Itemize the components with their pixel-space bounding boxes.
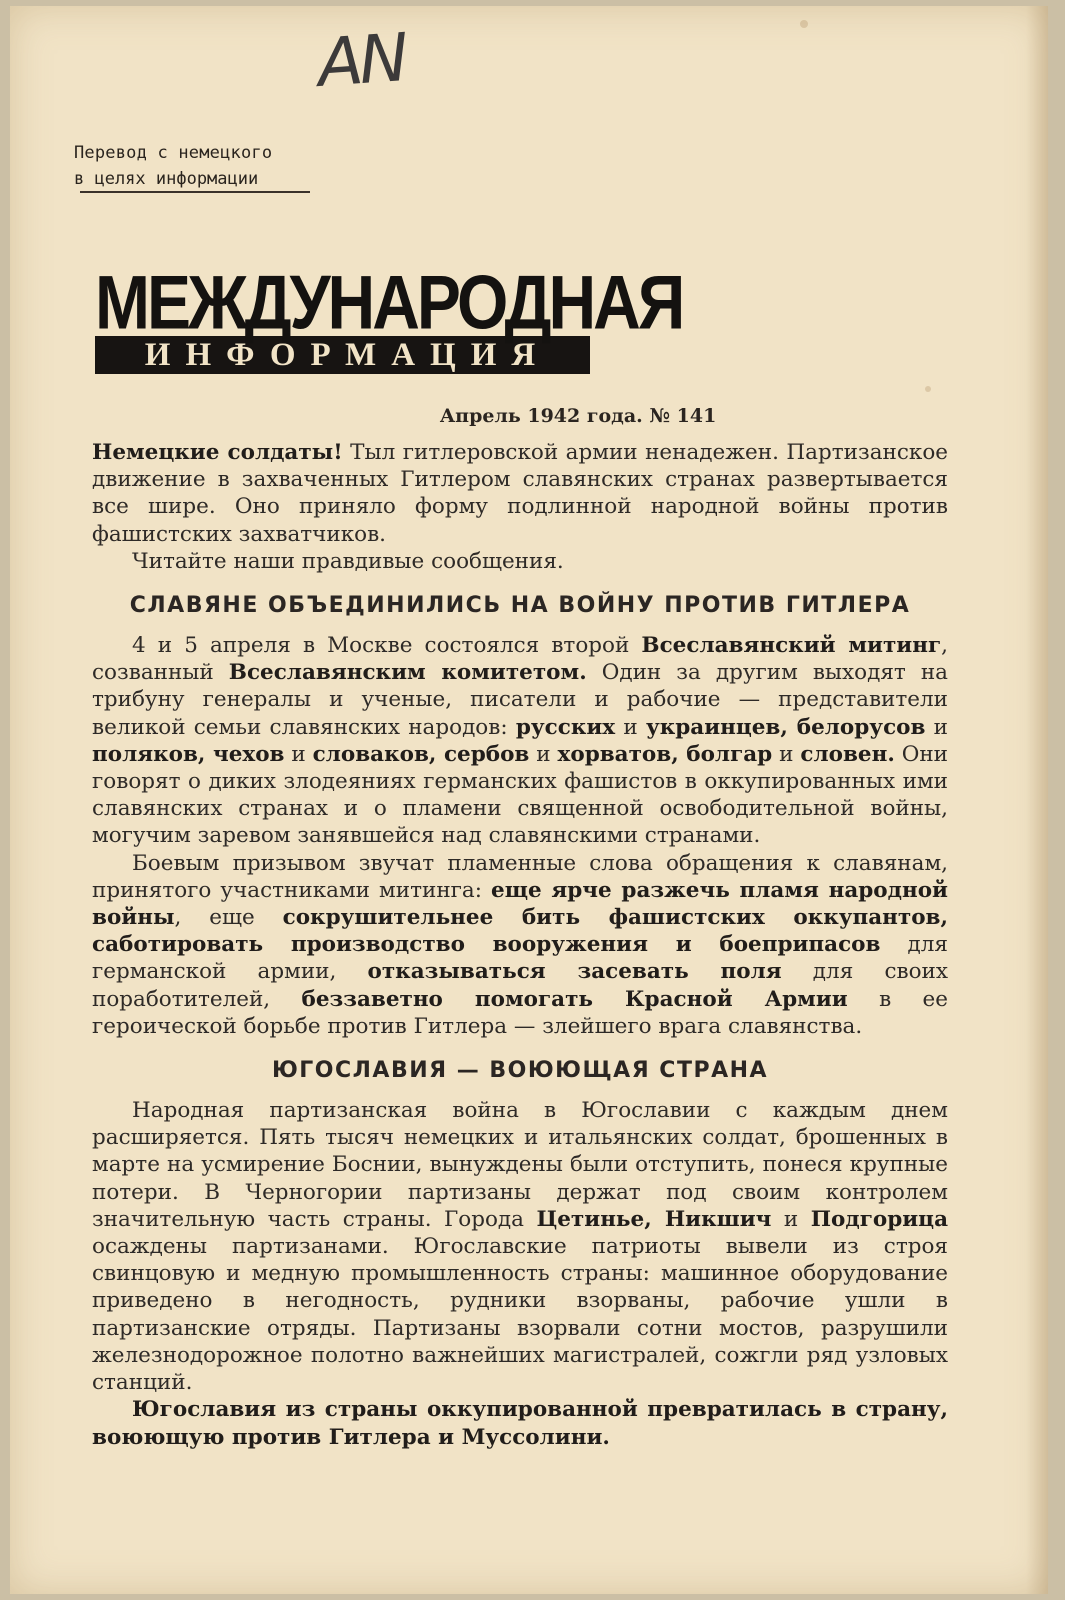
bold-phrase: хорватов, болгар (557, 741, 773, 767)
section2-paragraph-1 (92, 1097, 948, 1396)
masthead-title-bottom: ИНФОРМАЦИЯ (95, 336, 590, 374)
bold-phrase: Всеславянский митинг (641, 633, 942, 659)
bold-phrase: словен. (800, 741, 895, 767)
intro-call-to-read: Читайте наши правдивые сообщения. (132, 548, 564, 574)
section2-heading: ЮГОСЛАВИЯ — ВОЮЮЩАЯ СТРАНА (271, 1058, 769, 1084)
intro-text: Тыл гитлеровской армии ненадежен. Партизанское движение в захваченных Гитлером славянских странах развертывается все шире. Оно приняло форму подлинной народной войны против фашистских захватчиков. (92, 440, 948, 547)
bold-phrase: беззаветно помогать Красной Армии (301, 986, 848, 1012)
bold-phrase: Цетинье, Никшич (536, 1206, 772, 1232)
paper-stain (800, 20, 808, 28)
issue-date-line: Апрель 1942 года. № 141 (439, 405, 717, 427)
text-run: в ее героической борьбе против Гитлера — злейшего врага славянства. (92, 986, 948, 1039)
text-run: , созванный (92, 633, 948, 686)
text-run: для германской армии, (92, 932, 948, 985)
paper-stain (925, 386, 931, 392)
bold-phrase: поляков, чехов (92, 741, 285, 767)
translation-stamp (74, 140, 374, 192)
section2-conclusion-bold: Югославия из страны оккупированной превратилась в страну, воюющую против Гитлера и Муссолини. (92, 1397, 948, 1450)
text-run: и (529, 741, 558, 767)
intro-bold-lead: Немецкие солдаты! (92, 440, 343, 465)
text-run: и (615, 714, 646, 740)
article-body (92, 405, 948, 1451)
bold-phrase: словаков, сербов (312, 741, 530, 767)
paper-edge-shadow (1026, 6, 1048, 1594)
text-run: и (925, 714, 949, 740)
intro-paragraph (92, 439, 948, 548)
text-run: осаждены партизанами. Югославские патриоты вывели из строя свинцовую и медную промышленность страны: машинное оборудование приведено в негодность, рудники взорваны, рабочие ушли в партизанские отряды. Партизаны взорвали сотни мостов, разрушили железнодорожное полотно важнейших магистралей, сожгли ряд узловых станций. (92, 1234, 948, 1396)
text-run: , еще (174, 905, 283, 931)
bold-phrase: русских (515, 714, 616, 740)
masthead-title-top: МЕЖДУНАРОДНАЯ (95, 259, 683, 345)
handwritten-mark: AN (315, 19, 408, 102)
text-run: Они говорят о диких злодеяниях германских фашистов в оккупированных ими славянских странах и о пламени священной освободительной войны, могучим заревом занявшейся над славянскими странами. (92, 741, 949, 849)
masthead (95, 259, 683, 374)
bold-phrase: еще ярче разжечь пламя народной войны (92, 877, 948, 931)
text-run: 4 и 5 апреля в Москве состоялся второй (132, 633, 642, 659)
stamp-line-2: в целях информации (74, 169, 259, 189)
text-run: и (772, 741, 801, 767)
text-run: Один за другим выходят на трибуну генералы и ученые, писатели и рабочие — представители великой семьи славянских народов: (92, 660, 948, 740)
section1-heading: СЛАВЯНЕ ОБЪЕДИНИЛИСЬ НА ВОЙНУ ПРОТИВ ГИТЛЕРА (129, 593, 911, 619)
text-run: и (771, 1206, 811, 1232)
bold-phrase: отказываться засевать поля (367, 959, 782, 985)
section2-conclusion (92, 1396, 948, 1450)
section1-paragraph-1 (92, 632, 948, 850)
bold-phrase: Подгорица (810, 1206, 949, 1232)
stamp-underline (80, 191, 310, 193)
text-run: Народная партизанская война в Югославии с каждым днем расширяется. Пять тысяч немецких и итальянских солдат, брошенных в марте на усмирение Боснии, вынуждены были отступить, понеся крупные потери. В Черногории партизаны держат под своим контролем значительную часть страны. Города (92, 1098, 948, 1232)
text-run: Боевым призывом звучат пламенные слова обращения к славянам, принятого участниками митинга: (92, 850, 948, 903)
bold-phrase: сокрушительнее бить фашистских оккупантов, саботировать производство вооружения и боеприпасов (92, 905, 948, 958)
text-run: для своих поработителей, (92, 959, 948, 1012)
bold-phrase: Всеславянским комитетом. (228, 660, 587, 686)
stamp-line-1: Перевод с немецкого (74, 143, 273, 163)
text-run: и (284, 741, 313, 767)
section1-paragraph-2 (92, 850, 948, 1040)
bold-phrase: украинцев, белорусов (645, 714, 926, 740)
